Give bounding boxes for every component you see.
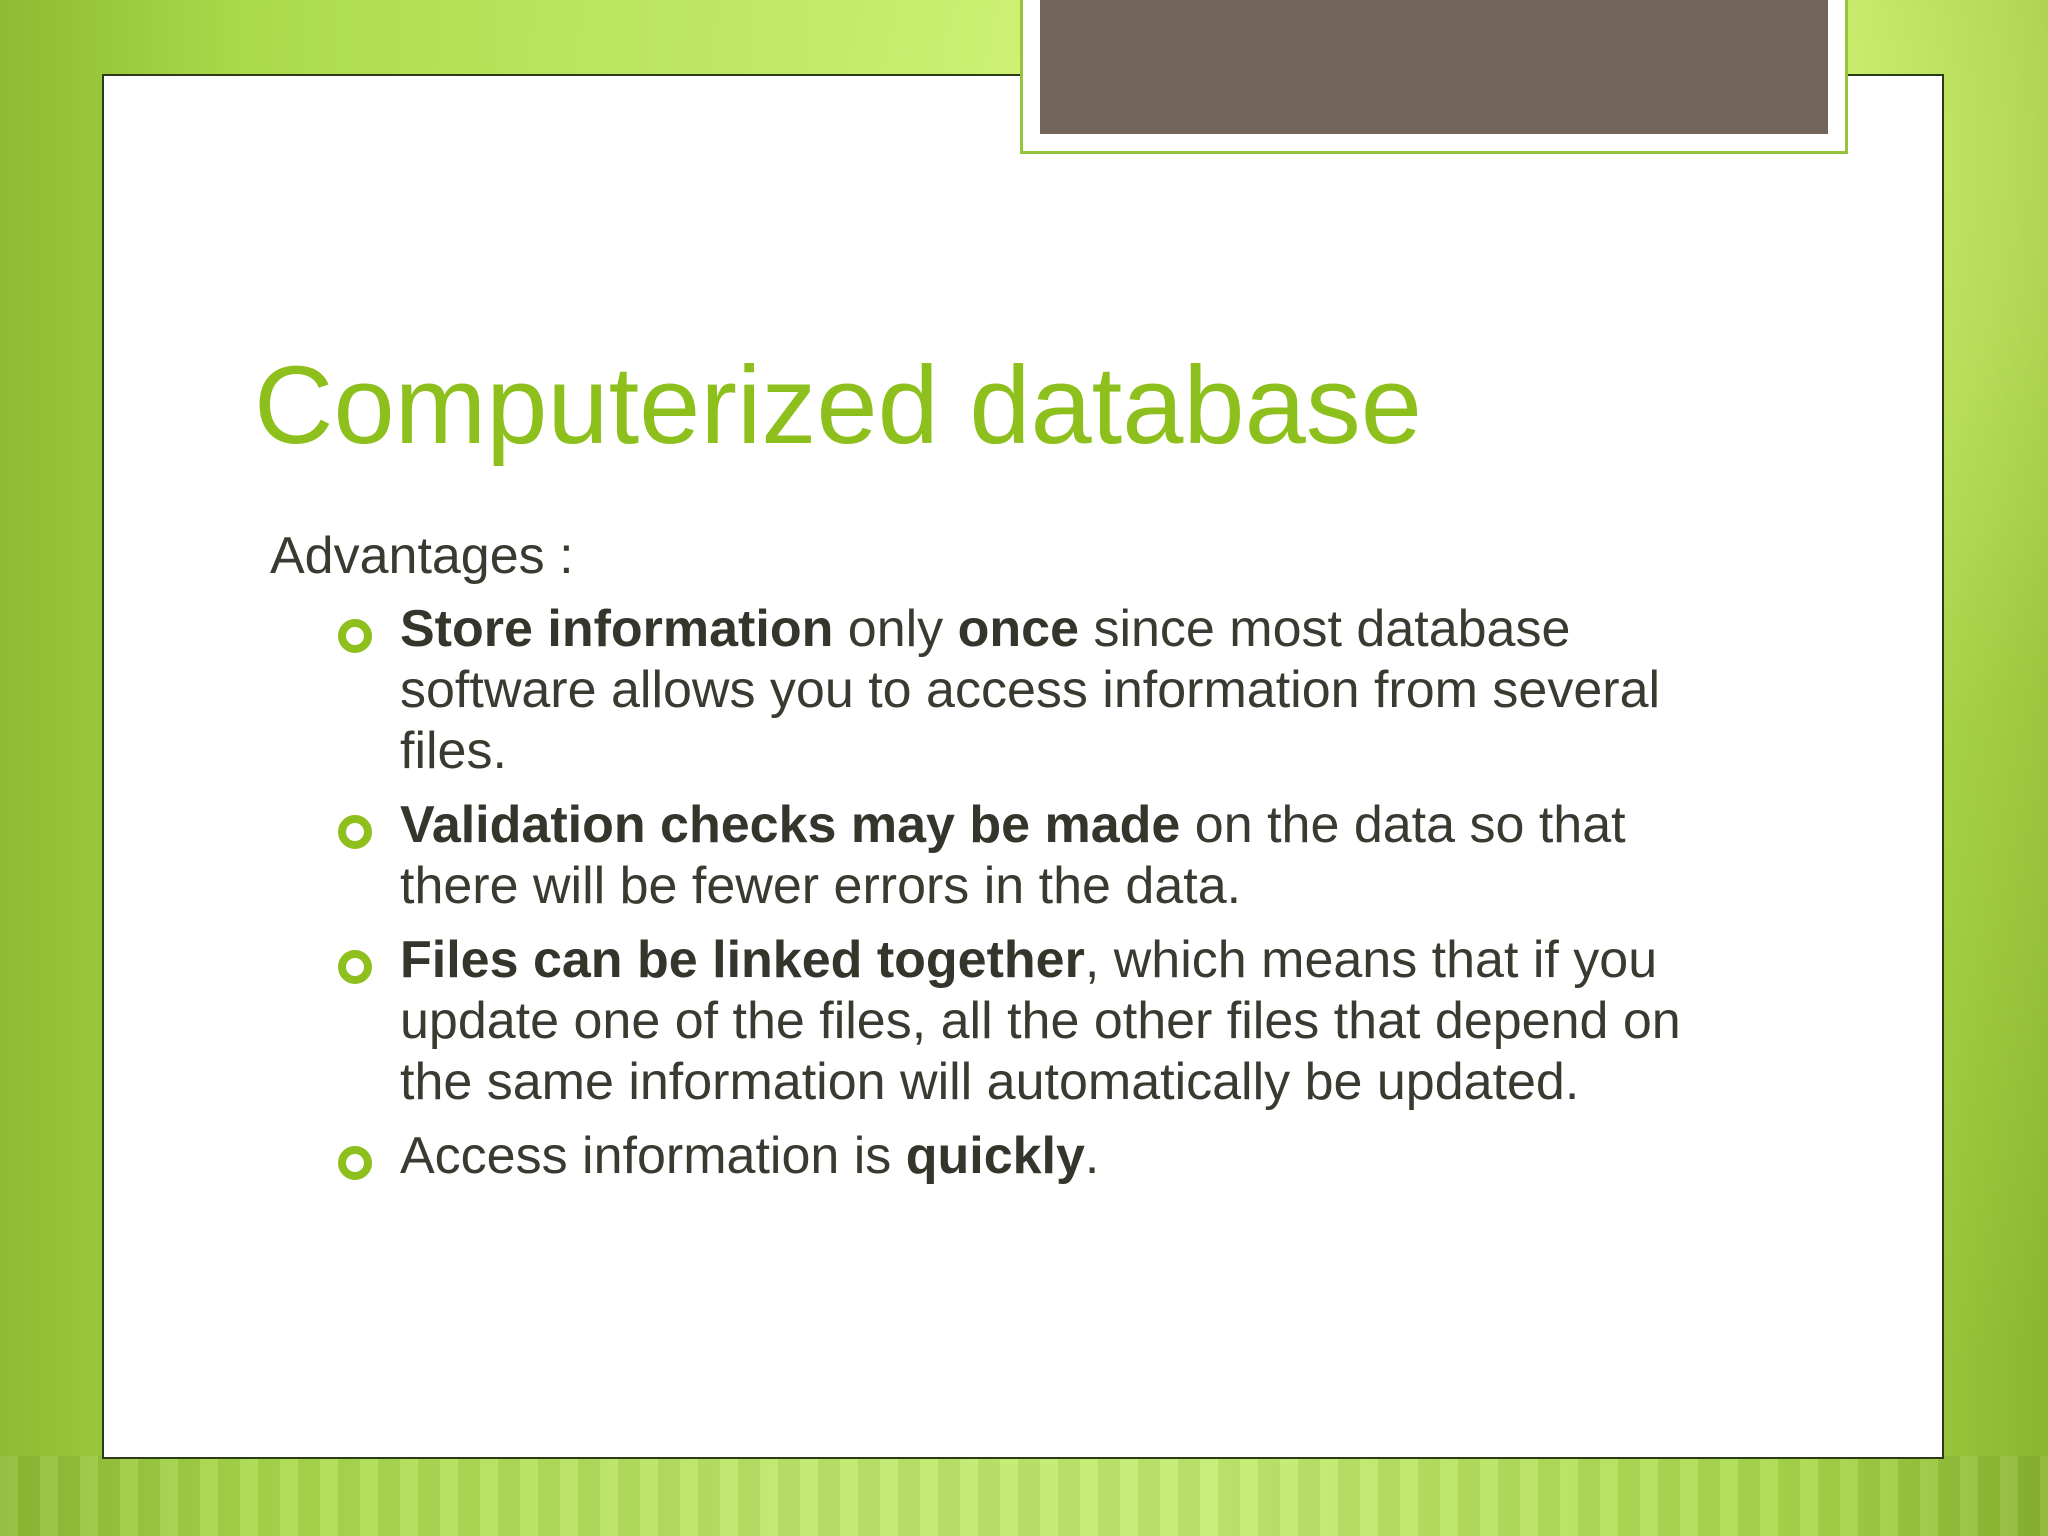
background-texture xyxy=(0,1456,2048,1536)
bullet-circle-icon xyxy=(338,815,372,849)
intro-text: Advantages : xyxy=(270,527,574,585)
bullet-text: on the data so that there will be fewer errors in the data. xyxy=(400,796,1626,915)
bullet-item xyxy=(400,599,1710,782)
bullet-bold-text: Files can be linked together xyxy=(400,931,1085,989)
bullet-item xyxy=(400,795,1710,917)
slide-title: Computerized database xyxy=(254,344,1422,467)
bullet-text: only xyxy=(833,600,958,658)
bullet-text: , which means that if you update one of the files, all the other files that depend on the same information will automatically be updated. xyxy=(400,931,1681,1111)
bullet-list xyxy=(270,599,1710,1187)
bullet-text: . xyxy=(1084,1127,1100,1185)
bullet-text: since most database software allows you to access information from several files. xyxy=(400,600,1661,780)
bullet-bold-text: Validation checks may be made xyxy=(400,796,1181,854)
bullet-text: Access information is xyxy=(400,1127,906,1185)
slide-body xyxy=(270,525,1710,1200)
bullet-item xyxy=(400,930,1710,1113)
bullet-bold-text: once xyxy=(957,600,1080,658)
bullet-bold-text: quickly xyxy=(905,1127,1085,1185)
bullet-circle-icon xyxy=(338,619,372,653)
bullet-item xyxy=(400,1126,1710,1187)
bullet-bold-text: Store information xyxy=(400,600,834,658)
title-accent-bar xyxy=(1040,0,1828,134)
bullet-circle-icon xyxy=(338,1146,372,1180)
bullet-circle-icon xyxy=(338,950,372,984)
